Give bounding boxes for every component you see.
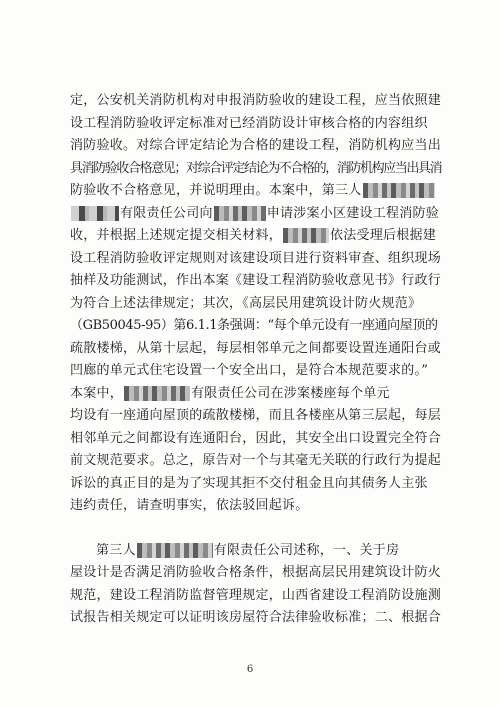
text-line	[70, 293, 442, 316]
text-segment: 申请涉案小区建设工程消防验	[266, 205, 440, 221]
text-segment: 抽样及功能测试，作出本案《建设工程消防验收意见书》行政行	[70, 273, 442, 288]
text-segment: 设工程消防验收评定规则对该建设项目进行资料审查、组织现场	[70, 250, 442, 266]
redaction-mosaic	[137, 543, 213, 558]
text-line	[70, 113, 442, 136]
text-line	[70, 158, 442, 181]
text-line	[70, 203, 442, 226]
text-line	[70, 562, 442, 585]
text-segment: 试报告相关规定可以证明该房屋符合法律验收标准；二、根据合	[70, 610, 442, 625]
text-segment: 定，公安机关消防机构对申报消防验收的建设工程，应当依照建	[70, 93, 442, 108]
text-segment: 第三人	[96, 542, 136, 558]
text-line	[70, 315, 442, 338]
text-line	[70, 473, 442, 496]
redaction-mosaic	[283, 228, 329, 243]
text-line	[70, 338, 442, 361]
text-segment: 疏散楼梯，从第十层起，每层相邻单元之间都要设置连通阳台或	[70, 340, 442, 356]
redaction-mosaic	[124, 386, 190, 401]
text-segment: 违约责任，请查明事实，依法驳回起诉。	[70, 498, 309, 513]
text-segment: 诉讼的真正目的是为了实现其拒不交付租金且向其债务人主张	[70, 475, 428, 491]
text-segment: 有限责任公司述称，一、关于房	[213, 542, 400, 558]
text-line	[70, 383, 442, 406]
text-line	[70, 428, 442, 451]
text-line	[70, 270, 442, 293]
text-segment: 收，并根据上述规定提交相关材料，	[70, 228, 283, 243]
text-segment: （GB50045-95）第6.1.1条强调：“每个单元设有一座通向屋顶的	[70, 318, 438, 333]
text-segment: 本案中，	[70, 385, 124, 401]
text-line	[70, 180, 442, 203]
text-line	[70, 225, 442, 248]
text-line	[70, 90, 442, 113]
text-segment: 规范，建设工程消防监督管理规定，山西省建设工程消防设施测	[70, 587, 442, 603]
text-line	[70, 607, 442, 630]
text-segment: 有限责任公司在涉案楼座每个单元	[191, 385, 390, 401]
text-line	[70, 405, 442, 428]
redaction-mosaic	[363, 183, 435, 198]
text-line	[70, 540, 442, 563]
text-segment: 凹廊的单元式住宅设置一个安全出口，是符合本规范要求的。”	[70, 363, 429, 378]
text-segment: 具消防验收合格意见；对综合评定结论为不合格的，消防机构应当出具消	[70, 160, 442, 176]
document-body	[70, 90, 442, 630]
redaction-mosaic	[71, 206, 119, 221]
redaction-mosaic	[214, 206, 266, 221]
text-line	[70, 450, 442, 473]
text-line	[70, 248, 442, 271]
text-segment: 前文规范要求。总之，原告对一个与其毫无关联的行政行为提起	[70, 453, 442, 468]
text-segment: 屋设计是否满足消防验收合格条件，根据高层民用建筑设计防火	[70, 565, 442, 580]
page-number: 6	[246, 664, 254, 675]
text-line	[70, 360, 442, 383]
paragraph-gap	[70, 518, 442, 540]
text-line	[70, 135, 442, 158]
text-segment: 依法受理后根据建	[330, 228, 437, 243]
text-segment: 防验收不合格意见，并说明理由。本案中，第三人	[70, 183, 362, 198]
text-segment: 相邻单元之间都设有连通阳台，因此，其安全出口设置完全符合	[70, 430, 442, 446]
text-segment: 设工程消防验收评定标准对已经消防设计审核合格的内容组织	[70, 115, 428, 131]
text-line	[70, 585, 442, 608]
text-segment: 消防验收。对综合评定结论为合格的建设工程，消防机构应当出	[70, 138, 442, 153]
text-segment: 为符合上述法律规定；其次，《高层民用建筑设计防火规范》	[70, 295, 422, 311]
text-line	[70, 495, 442, 518]
text-segment: 均设有一座通向屋顶的疏散楼梯，而且各楼座从第三层起，每层	[70, 408, 442, 423]
text-segment: 有限责任公司向	[120, 205, 213, 221]
